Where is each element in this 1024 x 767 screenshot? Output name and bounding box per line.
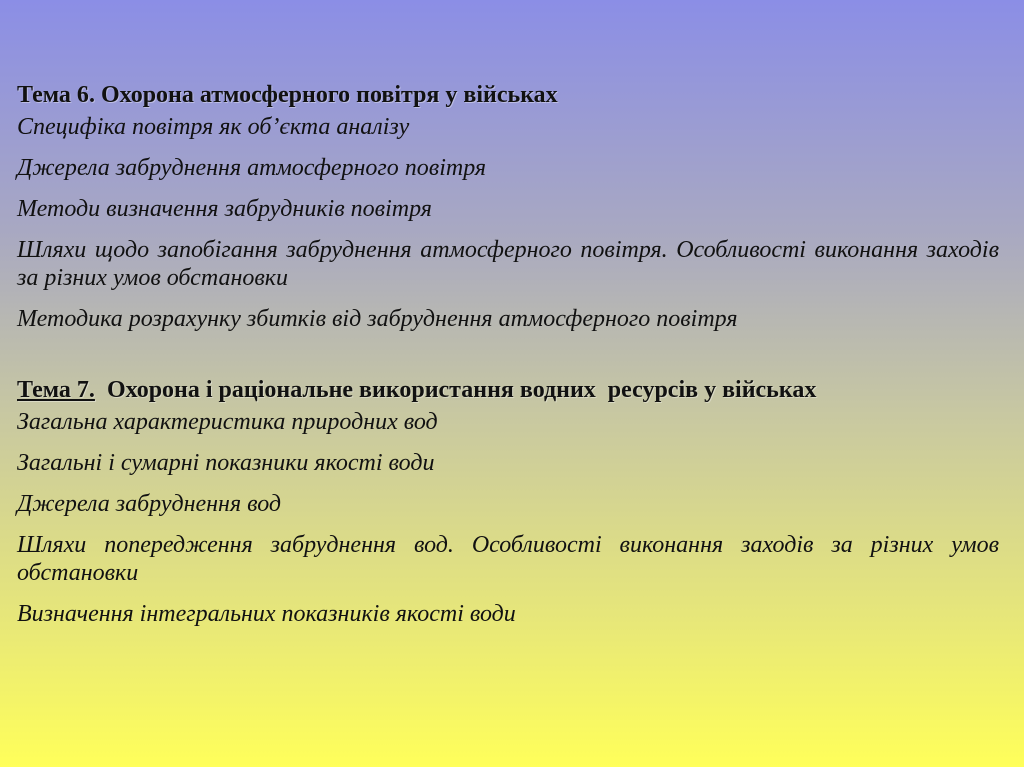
topic-7-prefix: Тема 7. — [17, 377, 95, 403]
topic-7-section — [17, 375, 999, 628]
topic-6-section — [17, 80, 999, 333]
topic-6-prefix: Тема 6 — [17, 82, 89, 108]
topic-7-title: Охорона і раціональне використання водних ресурсів у військах — [94, 377, 817, 403]
topic-7-item-5: Визначення інтегральних показників якості води — [17, 601, 516, 627]
topic-6-item-3: Методи визначення забрудників повітря — [17, 196, 432, 222]
topic-6-item-1: Специфіка повітря як об’єкта аналізу — [17, 114, 410, 140]
topic-6-item-4: Шляхи щодо запобігання забруднення атмосферного повітря. Особливості виконання заходів за різних умов обстановки — [17, 237, 999, 291]
topic-6-item-2: Джерела забруднення атмосферного повітря — [17, 155, 487, 181]
topic-6-item-5: Методика розрахунку збитків від забруднення атмосферного повітря — [17, 306, 738, 332]
topic-7-item-2: Загальні і сумарні показники якості води — [17, 450, 435, 476]
topic-7-item-1: Загальна характеристика природних вод — [17, 409, 438, 435]
topic-7-item-4: Шляхи попередження забруднення вод. Особливості виконання заходів за різних умов обстановки — [17, 532, 999, 586]
slide-content — [17, 80, 999, 641]
topic-6-title: . Охорона атмосферного повітря у військах — [88, 82, 558, 108]
topic-7-heading — [17, 375, 999, 405]
topic-7-item-3: Джерела забруднення вод — [17, 491, 282, 517]
topic-6-heading — [17, 80, 999, 110]
